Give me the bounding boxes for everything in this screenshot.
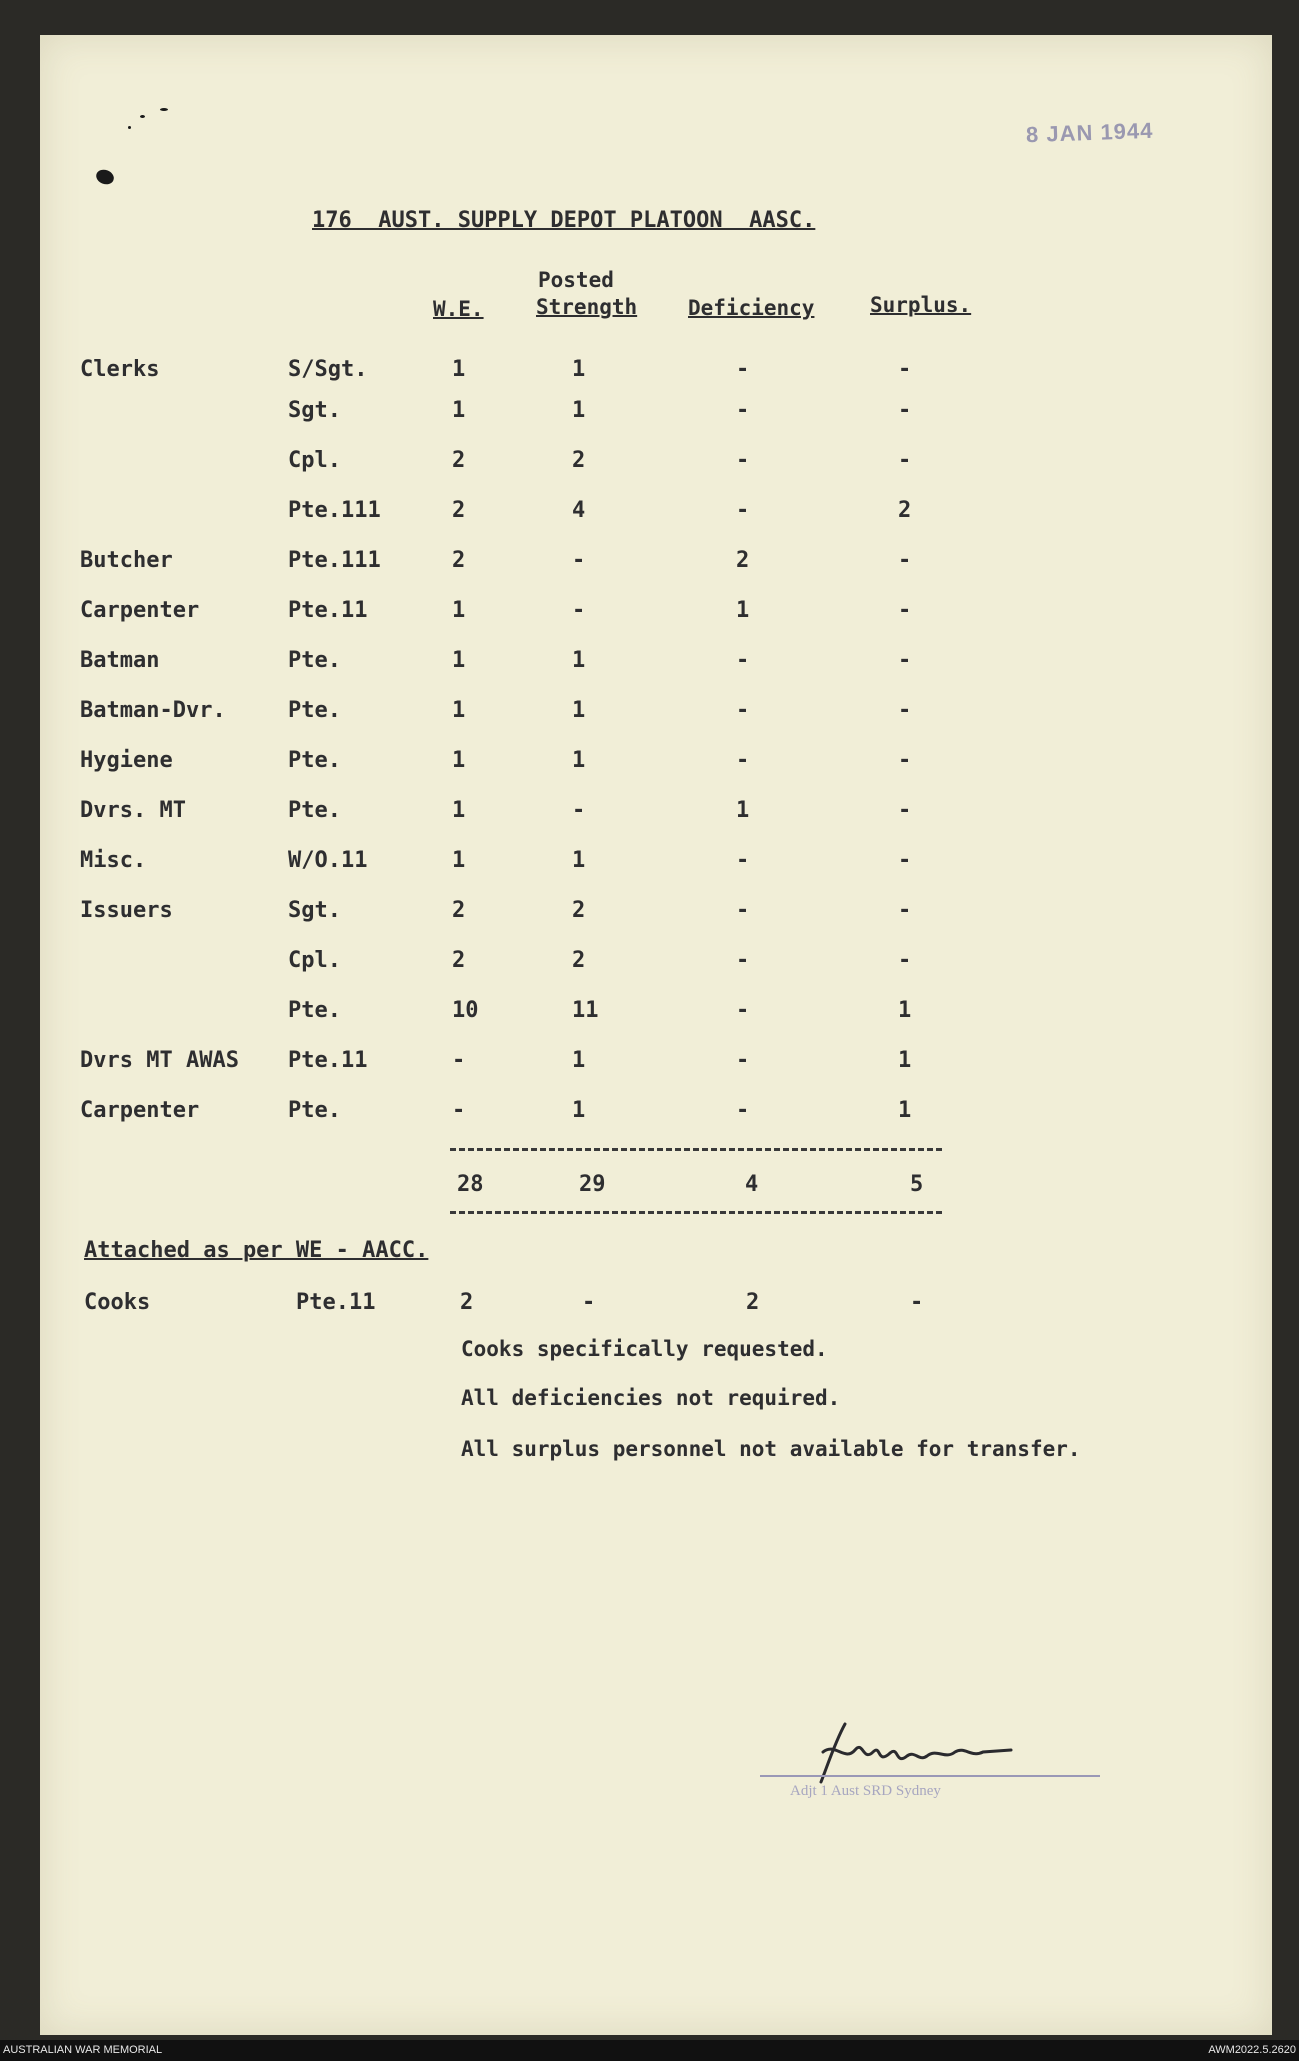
- row-surplus: 1: [898, 1098, 912, 1123]
- row-we: -: [452, 1048, 466, 1073]
- row-we: 1: [452, 598, 466, 623]
- header-posted-line2: Strength: [536, 295, 638, 319]
- row-surplus: -: [898, 898, 912, 923]
- row-category: Clerks: [80, 357, 160, 382]
- note-surplus: All surplus personnel not available for transfer.: [461, 1437, 1081, 1461]
- row-rank: S/Sgt.: [288, 357, 368, 382]
- row-surplus: 1: [898, 998, 912, 1023]
- row-deficiency: -: [736, 448, 750, 473]
- row-rank: W/O.11: [288, 848, 368, 873]
- signature: [815, 1712, 1015, 1792]
- row-deficiency: -: [736, 498, 750, 523]
- row-we: 1: [452, 798, 466, 823]
- row-surplus: -: [898, 398, 912, 423]
- row-category: Batman-Dvr.: [80, 698, 226, 723]
- row-surplus: -: [898, 648, 912, 673]
- row-rank: Pte.: [288, 698, 341, 723]
- document-page: [40, 35, 1272, 2035]
- row-rank: Pte.11: [288, 1048, 368, 1073]
- row-posted: 11: [572, 998, 599, 1023]
- row-surplus: -: [898, 357, 912, 382]
- row-category: Butcher: [80, 548, 173, 573]
- total-we: 28: [457, 1172, 484, 1197]
- row-we: 1: [452, 698, 466, 723]
- row-posted: -: [572, 798, 586, 823]
- row-rank: Cpl.: [288, 948, 341, 973]
- row-posted: 1: [572, 698, 586, 723]
- row-we: 2: [452, 498, 466, 523]
- row-deficiency: 2: [736, 548, 750, 573]
- attached-we: 2: [460, 1290, 474, 1315]
- row-deficiency: -: [736, 1048, 750, 1073]
- row-rank: Pte.: [288, 798, 341, 823]
- header-we: W.E.: [433, 297, 484, 321]
- attached-posted: -: [582, 1290, 596, 1315]
- row-we: 2: [452, 898, 466, 923]
- attached-category: Cooks: [84, 1290, 151, 1315]
- row-surplus: -: [898, 698, 912, 723]
- row-category: Dvrs MT AWAS: [80, 1048, 239, 1073]
- row-we: 1: [452, 848, 466, 873]
- row-rank: Pte.111: [288, 548, 381, 573]
- totals-rule-bottom: [450, 1211, 942, 1214]
- ink-speck: [140, 115, 145, 118]
- row-rank: Sgt.: [288, 398, 341, 423]
- row-surplus: -: [898, 798, 912, 823]
- row-surplus: -: [898, 548, 912, 573]
- date-stamp: 8 JAN 1944: [1025, 117, 1154, 148]
- row-we: 2: [452, 548, 466, 573]
- row-category: Hygiene: [80, 748, 173, 773]
- row-deficiency: -: [736, 998, 750, 1023]
- row-category: Carpenter: [80, 598, 200, 623]
- ink-speck: [128, 126, 131, 129]
- row-surplus: 2: [898, 498, 912, 523]
- row-rank: Pte.: [288, 998, 341, 1023]
- row-surplus: -: [898, 448, 912, 473]
- row-rank: Cpl.: [288, 448, 341, 473]
- row-rank: Pte.111: [288, 498, 381, 523]
- archive-footer: [0, 2040, 1299, 2061]
- row-posted: 2: [572, 448, 586, 473]
- row-posted: 1: [572, 748, 586, 773]
- row-surplus: -: [898, 598, 912, 623]
- attached-rank: Pte.11: [296, 1290, 376, 1315]
- row-deficiency: -: [736, 898, 750, 923]
- totals-rule-top: [450, 1148, 942, 1151]
- row-rank: Pte.: [288, 748, 341, 773]
- total-posted: 29: [579, 1172, 606, 1197]
- row-deficiency: -: [736, 698, 750, 723]
- attached-surplus: -: [910, 1290, 924, 1315]
- row-posted: 2: [572, 898, 586, 923]
- row-surplus: -: [898, 948, 912, 973]
- row-we: 10: [452, 998, 479, 1023]
- ink-speck: [160, 108, 168, 111]
- row-deficiency: -: [736, 1098, 750, 1123]
- row-posted: 1: [572, 357, 586, 382]
- total-deficiency: 4: [745, 1172, 759, 1197]
- row-category: Misc.: [80, 848, 147, 873]
- row-we: 2: [452, 948, 466, 973]
- note-cooks: Cooks specifically requested.: [461, 1337, 828, 1361]
- row-category: Carpenter: [80, 1098, 200, 1123]
- header-deficiency: Deficiency: [688, 296, 815, 320]
- row-posted: 1: [572, 398, 586, 423]
- row-deficiency: 1: [736, 598, 750, 623]
- row-deficiency: -: [736, 848, 750, 873]
- row-we: -: [452, 1098, 466, 1123]
- row-rank: Pte.11: [288, 598, 368, 623]
- row-posted: 1: [572, 1098, 586, 1123]
- attached-deficiency: 2: [746, 1290, 760, 1315]
- row-posted: 4: [572, 498, 586, 523]
- row-surplus: 1: [898, 1048, 912, 1073]
- row-we: 1: [452, 748, 466, 773]
- row-deficiency: 1: [736, 798, 750, 823]
- row-rank: Pte.: [288, 648, 341, 673]
- footer-institution: AUSTRALIAN WAR MEMORIAL: [3, 2044, 163, 2056]
- document-title: 176 AUST. SUPPLY DEPOT PLATOON AASC.: [312, 208, 816, 233]
- row-posted: -: [572, 598, 586, 623]
- row-posted: 1: [572, 648, 586, 673]
- row-posted: 1: [572, 848, 586, 873]
- row-posted: 2: [572, 948, 586, 973]
- header-posted-line1: Posted: [538, 268, 614, 292]
- row-we: 2: [452, 448, 466, 473]
- row-surplus: -: [898, 748, 912, 773]
- row-category: Dvrs. MT: [80, 798, 186, 823]
- total-surplus: 5: [910, 1172, 924, 1197]
- row-rank: Pte.: [288, 1098, 341, 1123]
- note-deficiencies: All deficiencies not required.: [461, 1386, 841, 1410]
- row-deficiency: -: [736, 748, 750, 773]
- row-rank: Sgt.: [288, 898, 341, 923]
- row-posted: 1: [572, 1048, 586, 1073]
- row-deficiency: -: [736, 648, 750, 673]
- footer-reference: AWM2022.5.2620: [1208, 2044, 1296, 2056]
- row-deficiency: -: [736, 398, 750, 423]
- row-we: 1: [452, 398, 466, 423]
- row-category: Batman: [80, 648, 160, 673]
- row-deficiency: -: [736, 948, 750, 973]
- row-surplus: -: [898, 848, 912, 873]
- header-surplus: Surplus.: [870, 293, 972, 317]
- signature-caption: Adjt 1 Aust SRD Sydney: [790, 1783, 941, 1799]
- row-we: 1: [452, 357, 466, 382]
- row-category: Issuers: [80, 898, 173, 923]
- row-deficiency: -: [736, 357, 750, 382]
- signature-line: [760, 1775, 1100, 1777]
- row-posted: -: [572, 548, 586, 573]
- row-we: 1: [452, 648, 466, 673]
- attached-heading: Attached as per WE - AACC.: [84, 1238, 429, 1263]
